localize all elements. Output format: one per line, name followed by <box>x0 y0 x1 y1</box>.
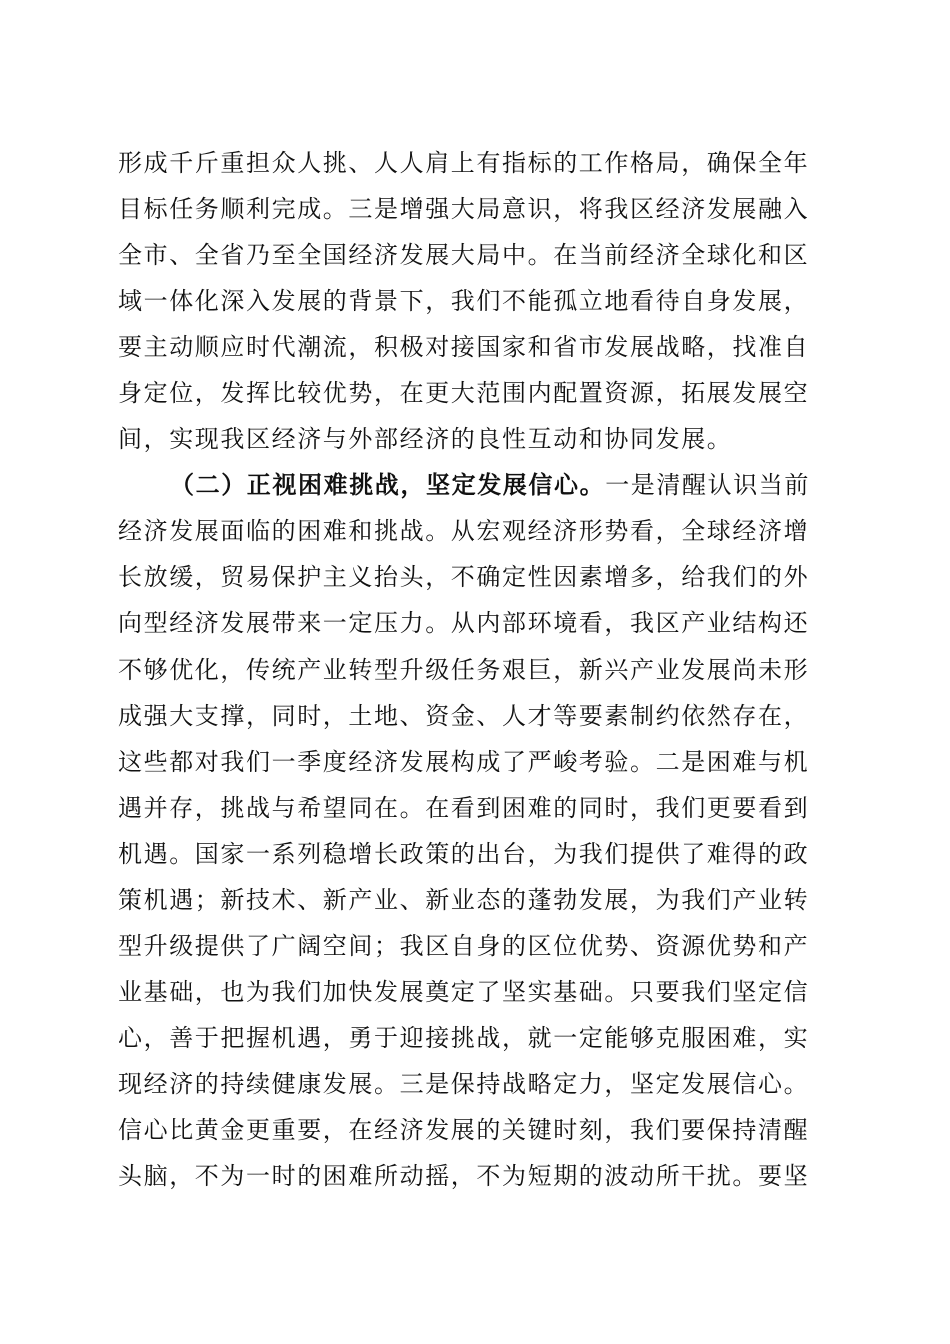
paragraph-2 <box>118 462 834 1199</box>
text-line: 不够优化，传统产业转型升级任务艰巨，新兴产业发展尚未形 <box>118 655 810 684</box>
text-line: 向型经济发展带来一定压力。从内部环境看，我区产业结构还 <box>118 609 810 638</box>
text-line: 形成千斤重担众人挑、人人肩上有指标的工作格局，确保全年 <box>118 149 810 177</box>
text-line: 心，善于把握机遇，勇于迎接挑战，就一定能够克服困难，实 <box>118 1023 810 1052</box>
heading-line-rest: 一是清醒认识当前 <box>605 471 811 500</box>
text-line: 型升级提供了广阔空间；我区自身的区位优势、资源优势和产 <box>118 931 810 960</box>
text-line: 头脑，不为一时的困难所动摇，不为短期的波动所干扰。要坚 <box>118 1162 810 1191</box>
text-line: 遇并存，挑战与希望同在。在看到困难的同时，我们更要看到 <box>118 793 810 822</box>
text-line: 信心比黄金更重要，在经济发展的关键时刻，我们要保持清醒 <box>118 1115 810 1144</box>
text-line: 成强大支撑，同时，土地、资金、人才等要素制约依然存在， <box>118 701 810 730</box>
paragraph-first-line <box>118 462 834 508</box>
text-line: 策机遇；新技术、新产业、新业态的蓬勃发展，为我们产业转 <box>118 885 810 914</box>
text-line: 业基础，也为我们加快发展奠定了坚实基础。只要我们坚定信 <box>118 977 810 1006</box>
text-line: 目标任务顺利完成。三是增强大局意识，将我区经济发展融入 <box>118 195 810 224</box>
text-line: 现经济的持续健康发展。三是保持战略定力，坚定发展信心。 <box>118 1069 810 1098</box>
document-body <box>118 140 834 1199</box>
text-line: 这些都对我们一季度经济发展构成了严峻考验。二是困难与机 <box>118 747 810 776</box>
text-line: 长放缓，贸易保护主义抬头，不确定性因素增多，给我们的外 <box>118 563 810 592</box>
text-line: 要主动顺应时代潮流，积极对接国家和省市发展战略，找准自 <box>118 333 810 362</box>
text-line: 机遇。国家一系列稳增长政策的出台，为我们提供了难得的政 <box>118 839 810 868</box>
text-line: 身定位，发挥比较优势，在更大范围内配置资源，拓展发展空 <box>118 379 810 408</box>
text-line: 间，实现我区经济与外部经济的良性互动和协同发展。 <box>118 425 733 454</box>
text-line: 经济发展面临的困难和挑战。从宏观经济形势看，全球经济增 <box>118 517 810 546</box>
paragraph-1 <box>118 140 834 462</box>
section-heading: （二）正视困难挑战，坚定发展信心。 <box>170 470 606 500</box>
text-line: 域一体化深入发展的背景下，我们不能孤立地看待自身发展， <box>118 287 810 316</box>
text-line: 全市、全省乃至全国经济发展大局中。在当前经济全球化和区 <box>118 241 810 270</box>
